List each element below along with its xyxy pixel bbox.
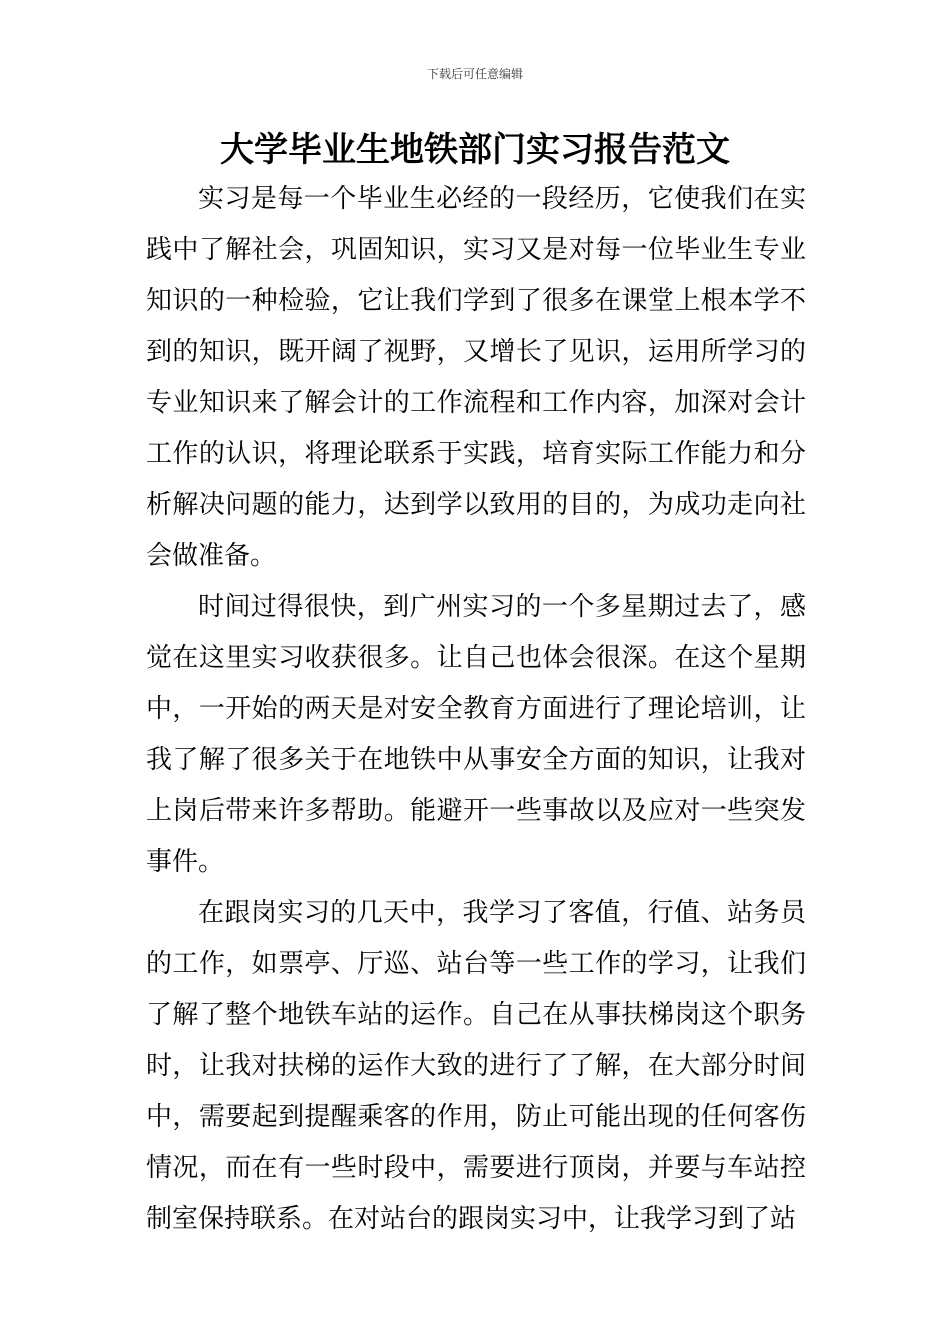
- paragraph: 实习是每一个毕业生必经的一段经历，它使我们在实践中了解社会，巩固知识，实习又是对每一位毕业生专业知识的一种检验，它让我们学到了很多在课堂上根本学不到的知识，既开阔了视野，又增长了见识，运用所学习的专业知识来了解会计的工作流程和工作内容，加深对会计工作的认识，将理论联系于实践，培育实际工作能力和分析解决问题的能力，达到学以致用的目的，为成功走向社会做准备。: [146, 184, 806, 571]
- paragraph: 时间过得很快，到广州实习的一个多星期过去了，感觉在这里实习收获很多。让自己也体会很深。在这个星期中，一开始的两天是对安全教育方面进行了理论培训，让我了解了很多关于在地铁中从事安全方面的知识，让我对上岗后带来许多帮助。能避开一些事故以及应对一些突发事件。: [146, 592, 806, 877]
- paragraph: 在跟岗实习的几天中，我学习了客值，行值、站务员的工作，如票亭、厅巡、站台等一些工作的学习，让我们了解了整个地铁车站的运作。自己在从事扶梯岗这个职务时，让我对扶梯的运作大致的进行了了解，在大部分时间中，需要起到提醒乘客的作用，防止可能出现的任何客伤情况，而在有一些时段中，需要进行顶岗，并要与车站控制室保持联系。在对站台的跟岗实习中，让我学习到了站: [146, 898, 806, 1234]
- document-title: 大学毕业生地铁部门实习报告范文: [220, 130, 730, 170]
- header-note: 下载后可任意编辑: [426, 67, 523, 81]
- document-body: [146, 174, 806, 1245]
